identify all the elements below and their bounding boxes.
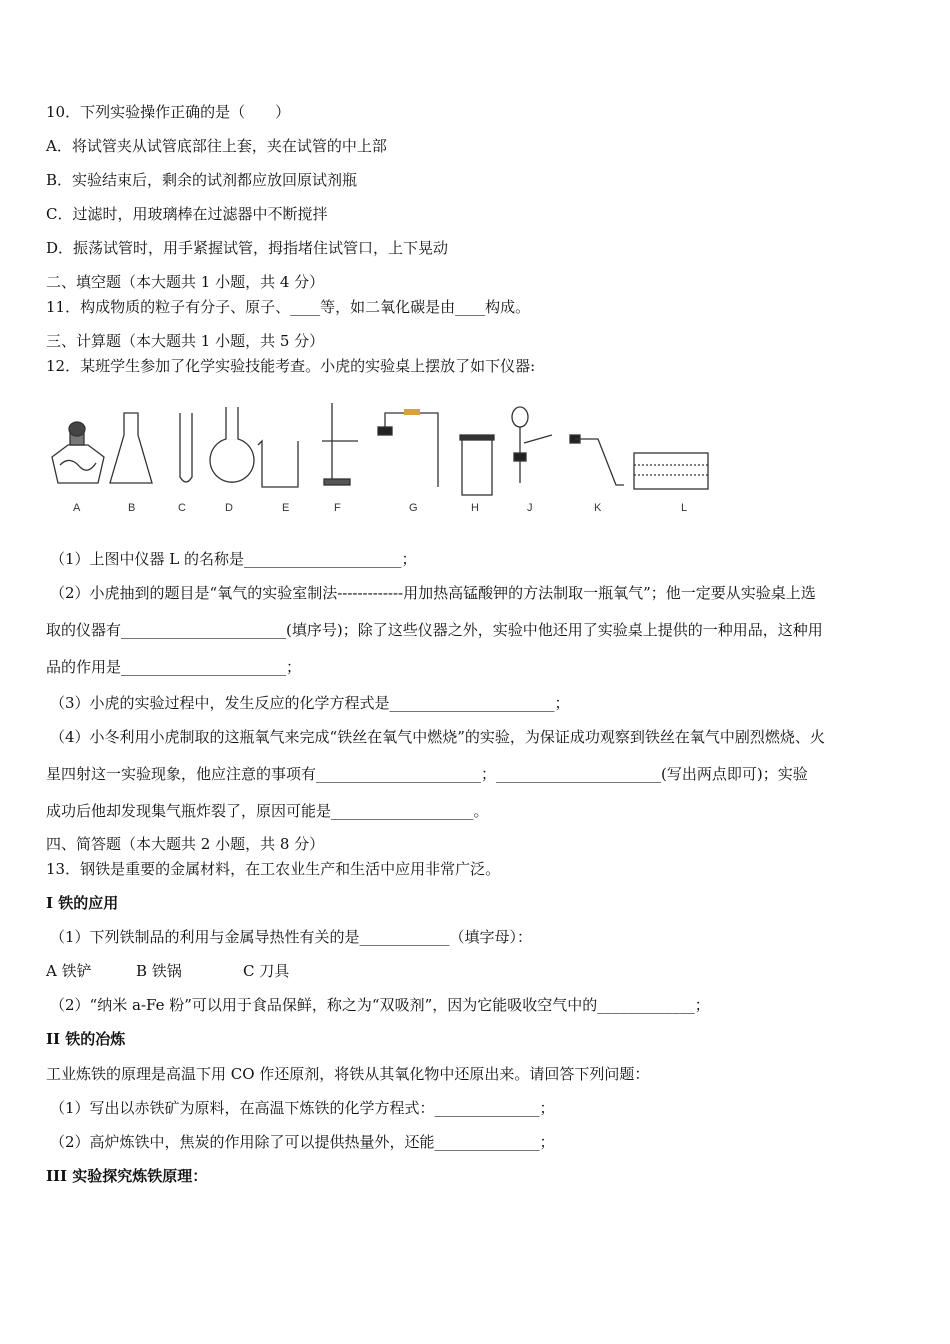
figure-label-k: K [594,502,602,514]
figure-label-d: D [225,502,233,514]
q12-part4-line1: （4）小冬利用小虎制取的这瓶氧气来完成“铁丝在氧气中燃烧”的实验，为保证成功观察到铁丝在氧气中剧烈燃烧、火 [50,728,825,746]
figure-label-g: G [409,502,418,514]
q10-option-c: C．过滤时，用玻璃棒在过滤器中不断搅拌 [46,205,328,223]
q10-option-a: A．将试管夹从试管底部往上套，夹在试管的中上部 [46,137,387,155]
apparatus-h-gas-jar [460,435,494,495]
q12-part1: （1）上图中仪器 L 的名称是_____________________； [50,550,417,568]
q12-part4-line3: 成功后他却发现集气瓶炸裂了，原因可能是___________________。 [46,802,489,820]
q12-part2-line2: 取的仪器有______________________(填序号)；除了这些仪器之外，实验中他还用了实验桌上提供的一种用品，这种用 [46,621,823,639]
apparatus-l-water-trough [634,453,708,489]
apparatus-b-conical-flask [110,413,152,483]
q13-choice-b: B 铁锅 [136,962,182,980]
q10-option-b: B．实验结束后，剩余的试剂都应放回原试剂瓶 [46,171,358,189]
section-4-header: 四、简答题（本大题共 2 小题，共 8 分） [46,835,325,853]
section-3-header: 三、计算题（本大题共 1 小题，共 5 分） [46,332,325,350]
q13-sub3: （1）写出以赤铁矿为原料，在高温下炼铁的化学方程式：______________； [50,1099,555,1117]
apparatus-a-alcohol-lamp [52,422,104,483]
figure-label-e: E [282,502,290,514]
figure-label-l: L [681,502,688,514]
apparatus-j-funnel [512,407,552,483]
q13-choice-c: C 刀具 [243,962,290,980]
figure-label-h: H [471,502,479,514]
q12-part2-line3: 品的作用是______________________； [46,658,302,676]
figure-label-c: C [178,502,186,514]
q13-part1-title: I 铁的应用 [46,894,119,912]
q13-intro2: 工业炼铁的原理是高温下用 CO 作还原剂，将铁从其氧化物中还原出来。请回答下列问题： [46,1065,650,1083]
apparatus-d-round-flask [210,407,254,482]
q13-part2-title: II 铁的冶炼 [46,1030,126,1048]
q12-part4-line2: 星四射这一实验现象，他应注意的事项有______________________；______________________(写出两点即可)；实验 [46,765,808,783]
q13-part3-title: III 实验探究炼铁原理： [46,1167,208,1185]
q12-part2-line1: （2）小虎抽到的题目是“氧气的实验室制法-------------用加热高锰酸钾的方法制取一瓶氧气”；他一定要从实验桌上选 [50,584,816,602]
figure-label-j: J [527,502,533,514]
q13-choice-a: A 铁铲 [46,962,92,980]
apparatus-c-test-tube [180,413,192,482]
q13-sub1: （1）下列铁制品的利用与金属导热性有关的是____________（填字母）： [50,928,533,946]
q10-option-d: D．振荡试管时，用手紧握试管，拇指堵住试管口，上下晃动 [46,239,449,257]
q13-sub2: （2）“纳米 a-Fe 粉”可以用于食品保鲜，称之为“双吸剂”，因为它能吸收空气中的_____________； [50,996,710,1014]
apparatus-g-delivery-tube [378,409,438,487]
figure-label-f: F [334,502,341,514]
apparatus-e-beaker [258,441,298,487]
q13-sub4: （2）高炉炼铁中，焦炭的作用除了可以提供热量外，还能______________； [50,1133,555,1151]
q10-stem: 10．下列实验操作正确的是（ ） [46,103,291,121]
apparatus-k-delivery-tube [570,435,624,485]
figure-label-b: B [128,502,136,514]
q12-part3: （3）小虎的实验过程中，发生反应的化学方程式是______________________； [50,694,570,712]
apparatus-f-iron-stand [322,403,358,485]
q12-stem: 12．某班学生参加了化学实验技能考查。小虎的实验桌上摆放了如下仪器: [46,357,536,375]
q11-text: 11．构成物质的粒子有分子、原子、____等，如二氧化碳是由____构成。 [46,298,531,316]
section-2-header: 二、填空题（本大题共 1 小题，共 4 分） [46,273,325,291]
apparatus-figure [40,395,730,500]
q13-stem: 13．钢铁是重要的金属材料，在工农业生产和生活中应用非常广泛。 [46,860,501,878]
figure-label-a: A [73,502,81,514]
